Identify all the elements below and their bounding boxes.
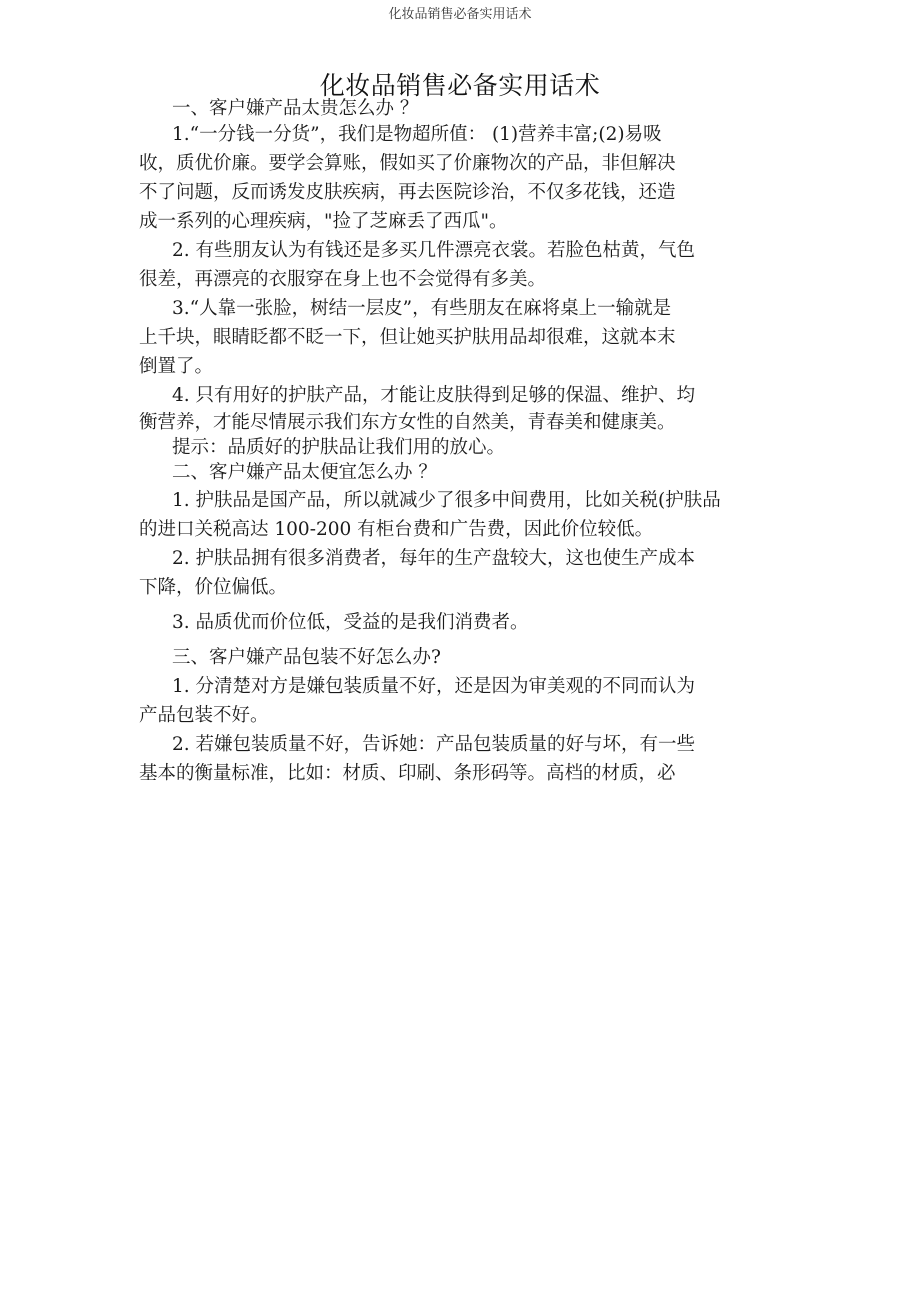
paragraph-line: 3. 品质优而价位低，受益的是我们消费者。 <box>172 612 529 633</box>
paragraph-line: 2. 若嫌包装质量不好，告诉她：产品包装质量的好与坏，有一些 <box>172 734 696 755</box>
paragraph-line: 1. 分清楚对方是嫌包装质量不好，还是因为审美观的不同而认为 <box>172 676 696 697</box>
paragraph-line: 2. 护肤品拥有很多消费者，每年的生产盘较大，这也使生产成本 <box>172 548 696 569</box>
paragraph-line: 的进口关税高达 100-200 有柜台费和广告费，因此价位较低。 <box>139 519 654 540</box>
section-heading: 二、客户嫌产品太便宜怎么办 ？ <box>172 462 437 483</box>
section-heading: 三、客户嫌产品包装不好怎么办? <box>172 647 441 668</box>
paragraph-line: 3.“人靠一张脸，树结一层皮”，有些朋友在麻将桌上一输就是 <box>172 298 672 319</box>
paragraph-line: 收，质优价廉。要学会算账，假如买了价廉物次的产品，非但解决 <box>139 153 676 174</box>
paragraph-line: 很差，再漂亮的衣服穿在身上也不会觉得有多美。 <box>139 269 547 290</box>
document-title: 化妆品销售必备实用话术 <box>319 71 601 100</box>
paragraph-line: 1. 护肤品是国产品，所以就减少了很多中间费用，比如关税(护肤品 <box>172 490 721 511</box>
running-header: 化妆品销售必备实用话术 <box>388 7 532 22</box>
tip-line: 提示：品质好的护肤品让我们用的放心。 <box>172 437 506 458</box>
paragraph-line: 不了问题，反而诱发皮肤疾病，再去医院诊治，不仅多花钱，还造 <box>139 182 676 203</box>
paragraph-line: 4. 只有用好的护肤产品，才能让皮肤得到足够的保温、维护、均 <box>172 385 696 406</box>
paragraph-line: 下降，价位偏低。 <box>139 577 288 598</box>
paragraph-line: 衡营养，才能尽情展示我们东方女性的自然美，青春美和健康美。 <box>139 412 676 433</box>
paragraph-line: 上千块，眼睛眨都不眨一下，但让她买护肤用品却很难，这就本末 <box>139 327 676 348</box>
section-heading: 一、客户嫌产品太贵怎么办 ？ <box>172 98 419 119</box>
paragraph-line: 产品包装不好。 <box>139 705 269 726</box>
paragraph-line: 1.“一分钱一分货”，我们是物超所值： (1)营养丰富;(2)易吸 <box>172 124 662 145</box>
paragraph-line: 倒置了。 <box>139 356 214 377</box>
paragraph-line: 2. 有些朋友认为有钱还是多买几件漂亮衣裳。若脸色枯黄，气色 <box>172 240 696 261</box>
paragraph-line: 成一系列的心理疾病，"捡了芝麻丢了西瓜"。 <box>139 211 508 232</box>
paragraph-line: 基本的衡量标准，比如：材质、印刷、条形码等。高档的材质，必 <box>139 763 676 784</box>
